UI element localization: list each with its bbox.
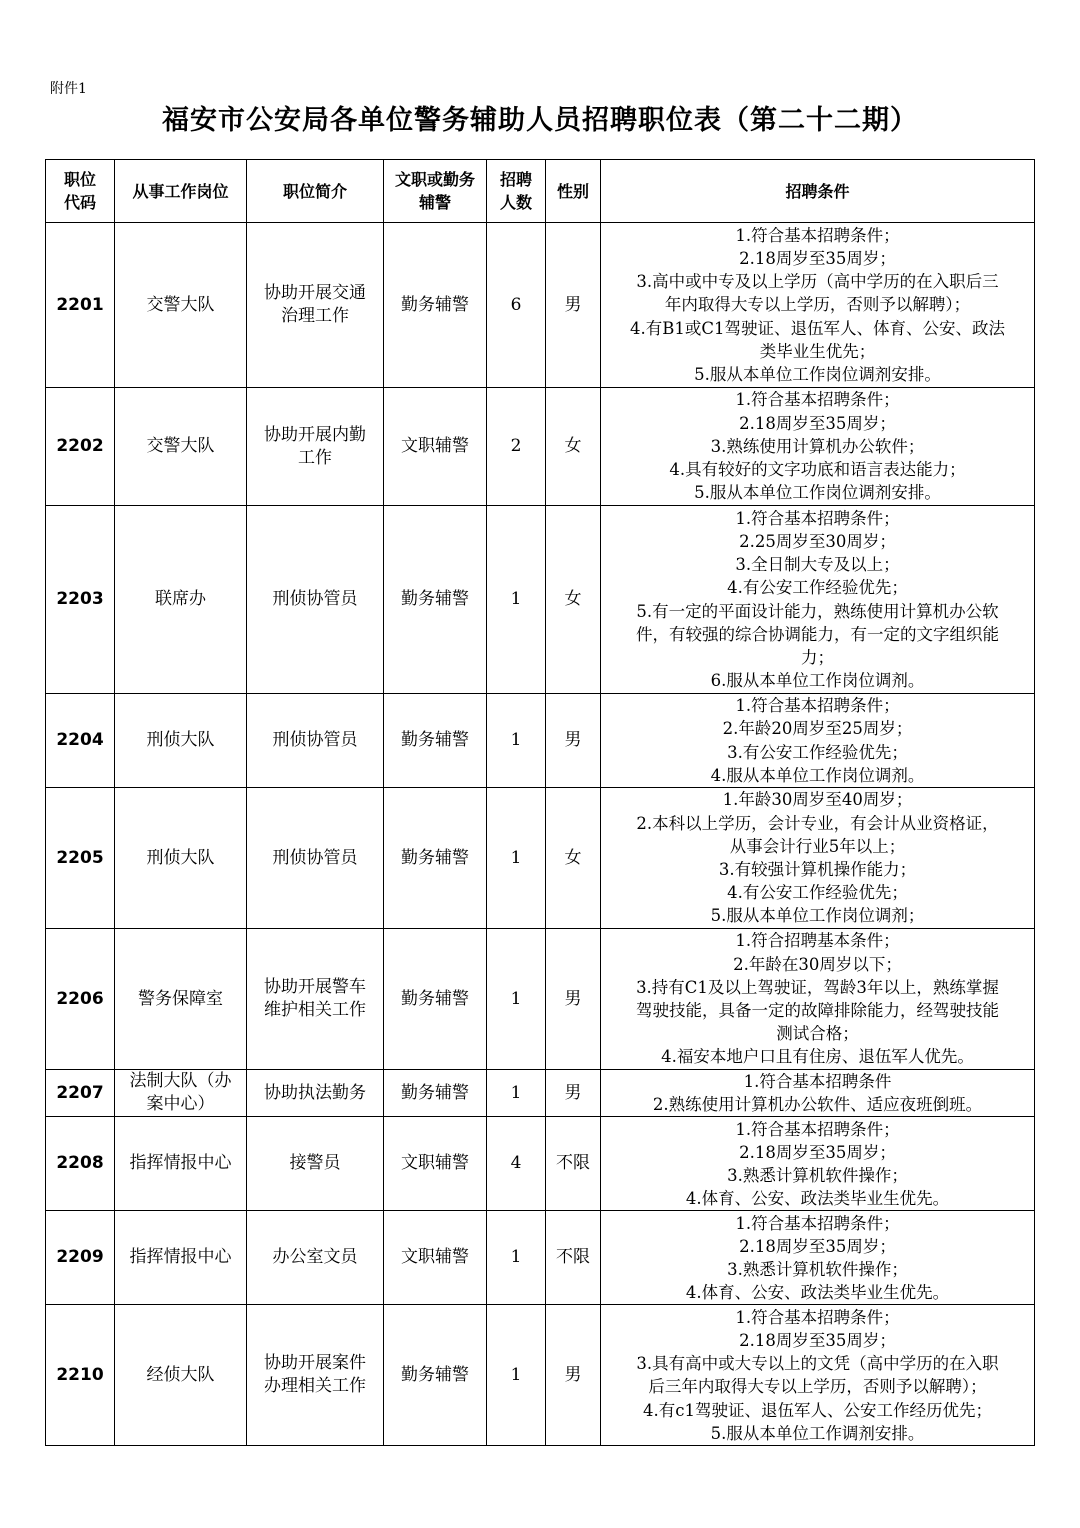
intro-line: 协助执法勤务 xyxy=(264,1082,366,1103)
requirement-line: 1.符合招聘基本条件； xyxy=(735,931,900,951)
requirements-cell xyxy=(601,694,1035,788)
requirement-line: 3.高中或中专及以上学历（高中学历的在入职后三 xyxy=(636,272,999,292)
gender: 不限 xyxy=(546,1117,601,1211)
requirement-line: 5.服从本单位工作岗位调剂安排。 xyxy=(694,483,941,503)
table-row xyxy=(46,506,1035,694)
table-row xyxy=(46,223,1035,388)
position-code: 2208 xyxy=(46,1117,115,1211)
gender: 男 xyxy=(546,223,601,388)
requirement-line: 4.体育、公安、政法类毕业生优先。 xyxy=(685,1189,950,1209)
requirement-line: 1.符合基本招聘条件； xyxy=(735,508,900,528)
intro-line: 协助开展案件 xyxy=(264,1353,366,1374)
position-code: 2207 xyxy=(46,1070,115,1117)
requirements-cell xyxy=(601,1117,1035,1211)
requirement-line: 2.18周岁至35周岁； xyxy=(739,1236,896,1256)
requirement-line: 1.符合基本招聘条件； xyxy=(735,1213,900,1233)
position-code: 2206 xyxy=(46,929,115,1070)
header-type-line: 文职或勤务 xyxy=(394,170,475,189)
header-count-line: 人数 xyxy=(499,193,532,212)
unit-line: 交警大队 xyxy=(146,294,215,315)
header-type-line: 辅警 xyxy=(418,193,451,212)
requirement-line: 1.符合基本招聘条件； xyxy=(735,225,900,245)
requirement-line: 6.服从本单位工作岗位调剂。 xyxy=(710,671,925,691)
requirement-line: 4.体育、公安、政法类毕业生优先。 xyxy=(685,1283,950,1303)
gender: 不限 xyxy=(546,1211,601,1305)
requirement-line: 4.有公安工作经验优先； xyxy=(727,883,908,903)
intro-line: 办理相关工作 xyxy=(264,1376,366,1397)
gender: 女 xyxy=(546,506,601,694)
intro-line: 治理工作 xyxy=(281,306,349,326)
header-code-line: 代码 xyxy=(63,193,96,212)
requirement-line: 2.年龄20周岁至25周岁； xyxy=(722,719,913,739)
requirements-cell xyxy=(601,223,1035,388)
requirement-line: 类毕业生优先； xyxy=(759,341,876,361)
recruit-count: 1 xyxy=(487,1070,546,1117)
intro-cell xyxy=(247,929,384,1070)
auxiliary-type: 勤务辅警 xyxy=(384,1305,487,1446)
requirements-cell xyxy=(601,1305,1035,1446)
unit-cell xyxy=(115,1117,247,1211)
gender: 女 xyxy=(546,388,601,506)
unit-cell xyxy=(115,694,247,788)
position-code: 2203 xyxy=(46,506,115,694)
intro-cell xyxy=(247,1305,384,1446)
requirement-line: 2.熟练使用计算机办公软件、适应夜班倒班。 xyxy=(652,1095,983,1115)
intro-cell xyxy=(247,223,384,388)
requirement-line: 后三年内取得大专以上学历，否则予以解聘）； xyxy=(648,1377,987,1397)
intro-cell xyxy=(247,788,384,929)
requirement-line: 3.熟练使用计算机办公软件； xyxy=(710,436,925,456)
requirement-line: 4.有c1驾驶证、退伍军人、公安工作经历优先； xyxy=(643,1400,992,1420)
requirements-cell xyxy=(601,1070,1035,1117)
requirement-line: 年内取得大专以上学历，否则予以解聘）； xyxy=(664,295,971,315)
header-count xyxy=(487,160,546,223)
header-type xyxy=(384,160,487,223)
auxiliary-type: 文职辅警 xyxy=(384,388,487,506)
requirement-line: 5.服从本单位工作岗位调剂安排。 xyxy=(694,365,941,384)
requirement-line: 1.符合基本招聘条件； xyxy=(735,390,900,410)
recruit-count: 1 xyxy=(487,929,546,1070)
intro-cell xyxy=(247,1211,384,1305)
gender: 男 xyxy=(546,1305,601,1446)
gender: 男 xyxy=(546,929,601,1070)
requirements-cell xyxy=(601,1211,1035,1305)
requirement-line: 3.熟悉计算机软件操作； xyxy=(727,1165,908,1185)
requirement-line: 2.18周岁至35周岁； xyxy=(739,1142,896,1162)
recruit-count: 1 xyxy=(487,1305,546,1446)
unit-line: 指挥情报中心 xyxy=(129,1153,232,1174)
unit-cell xyxy=(115,929,247,1070)
requirement-line: 3.全日制大专及以上； xyxy=(735,555,900,575)
header-count-line: 招聘 xyxy=(499,170,532,189)
requirement-line: 3.有较强计算机操作能力； xyxy=(718,860,917,879)
table-row xyxy=(46,1305,1035,1446)
requirement-line: 3.持有C1及以上驾驶证，驾龄3年以上，熟练掌握 xyxy=(636,977,999,997)
table-row xyxy=(46,1117,1035,1211)
requirement-line: 驾驶技能，具备一定的故障排除能力，经驾驶技能 xyxy=(636,1001,999,1020)
gender: 男 xyxy=(546,694,601,788)
header-unit: 从事工作岗位 xyxy=(115,160,247,223)
recruit-count: 6 xyxy=(487,223,546,388)
unit-line: 刑侦大队 xyxy=(146,847,215,868)
intro-cell xyxy=(247,388,384,506)
recruit-count: 2 xyxy=(487,388,546,506)
position-code: 2210 xyxy=(46,1305,115,1446)
unit-cell xyxy=(115,223,247,388)
requirement-line: 2.18周岁至35周岁； xyxy=(739,1331,896,1350)
auxiliary-type: 勤务辅警 xyxy=(384,223,487,388)
requirement-line: 3.有公安工作经验优先； xyxy=(727,742,908,762)
requirement-line: 力； xyxy=(801,647,834,667)
unit-line: 经侦大队 xyxy=(146,1364,215,1385)
unit-line: 刑侦大队 xyxy=(146,730,215,750)
requirement-line: 3.具有高中或大专以上的文凭（高中学历的在入职 xyxy=(636,1354,999,1374)
position-code: 2209 xyxy=(46,1211,115,1305)
requirement-line: 3.熟悉计算机软件操作； xyxy=(727,1259,908,1279)
requirement-line: 4.具有较好的文字功底和语言表达能力； xyxy=(669,460,966,480)
requirement-line: 从事会计行业5年以上； xyxy=(729,836,906,856)
intro-line: 协助开展交通 xyxy=(264,283,366,303)
position-code: 2205 xyxy=(46,788,115,929)
requirement-line: 4.有公安工作经验优先； xyxy=(727,578,908,598)
header-requirements: 招聘条件 xyxy=(601,160,1035,223)
intro-cell xyxy=(247,1117,384,1211)
requirement-line: 1.符合基本招聘条件； xyxy=(735,696,900,716)
intro-line: 接警员 xyxy=(289,1153,341,1174)
intro-line: 办公室文员 xyxy=(272,1247,358,1268)
recruit-count: 1 xyxy=(487,1211,546,1305)
auxiliary-type: 文职辅警 xyxy=(384,1117,487,1211)
requirement-line: 5.服从本单位工作岗位调剂； xyxy=(710,906,925,926)
gender: 女 xyxy=(546,788,601,929)
intro-line: 工作 xyxy=(298,447,332,468)
header-gender: 性别 xyxy=(546,160,601,223)
requirement-line: 1.符合基本招聘条件； xyxy=(735,1119,900,1139)
attachment-label: 附件1 xyxy=(50,81,87,97)
unit-cell xyxy=(115,388,247,506)
header-row xyxy=(46,160,1035,223)
requirement-line: 1.符合基本招聘条件 xyxy=(743,1072,892,1091)
table-row xyxy=(46,694,1035,788)
auxiliary-type: 勤务辅警 xyxy=(384,929,487,1070)
intro-cell xyxy=(247,506,384,694)
recruit-count: 1 xyxy=(487,788,546,929)
unit-line: 警务保障室 xyxy=(138,988,223,1009)
table-row xyxy=(46,929,1035,1070)
header-intro: 职位简介 xyxy=(247,160,384,223)
position-code: 2201 xyxy=(46,223,115,388)
auxiliary-type: 勤务辅警 xyxy=(384,694,487,788)
table-row xyxy=(46,788,1035,929)
requirement-line: 4.有B1或C1驾驶证、退伍军人、体育、公安、政法 xyxy=(630,318,1005,338)
requirement-line: 2.25周岁至30周岁； xyxy=(739,531,896,551)
intro-line: 维护相关工作 xyxy=(264,1000,366,1020)
intro-cell xyxy=(247,694,384,788)
requirement-line: 4.福安本地户口且有住房、退伍军人优先。 xyxy=(661,1047,974,1067)
unit-cell xyxy=(115,1211,247,1305)
requirement-line: 5.服从本单位工作调剂安排。 xyxy=(710,1423,925,1443)
intro-line: 刑侦协管员 xyxy=(272,847,358,868)
table-body xyxy=(46,223,1035,1446)
requirement-line: 2.本科以上学历，会计专业，有会计从业资格证， xyxy=(636,813,999,833)
requirement-line: 2.18周岁至35周岁； xyxy=(739,248,896,268)
unit-line: 法制大队（办 xyxy=(129,1071,232,1092)
requirement-line: 件，有较强的综合协调能力，有一定的文字组织能 xyxy=(636,624,999,644)
requirements-cell xyxy=(601,788,1035,929)
table-row xyxy=(46,1211,1035,1305)
requirements-cell xyxy=(601,929,1035,1070)
auxiliary-type: 文职辅警 xyxy=(384,1211,487,1305)
recruit-count: 1 xyxy=(487,694,546,788)
unit-line: 联席办 xyxy=(155,589,206,609)
auxiliary-type: 勤务辅警 xyxy=(384,1070,487,1117)
requirement-line: 2.年龄在30周岁以下； xyxy=(733,954,902,974)
intro-line: 协助开展警车 xyxy=(264,977,366,997)
unit-cell xyxy=(115,1070,247,1117)
requirement-line: 2.18周岁至35周岁； xyxy=(739,413,896,433)
requirements-cell xyxy=(601,388,1035,506)
position-code: 2204 xyxy=(46,694,115,788)
requirement-line: 5.有一定的平面设计能力，熟练使用计算机办公软 xyxy=(636,601,999,621)
auxiliary-type: 勤务辅警 xyxy=(384,788,487,929)
unit-cell xyxy=(115,788,247,929)
intro-line: 刑侦协管员 xyxy=(272,589,358,609)
requirement-line: 4.服从本单位工作岗位调剂。 xyxy=(710,765,925,785)
requirement-line: 1.符合基本招聘条件； xyxy=(735,1307,900,1327)
auxiliary-type: 勤务辅警 xyxy=(384,506,487,694)
gender: 男 xyxy=(546,1070,601,1117)
intro-line: 协助开展内勤 xyxy=(264,424,366,445)
recruit-count: 4 xyxy=(487,1117,546,1211)
unit-line: 案中心） xyxy=(146,1094,215,1115)
table-row xyxy=(46,1070,1035,1117)
unit-cell xyxy=(115,1305,247,1446)
requirement-line: 1.年龄30周岁至40周岁； xyxy=(722,790,913,810)
intro-line: 刑侦协管员 xyxy=(272,730,358,750)
recruit-count: 1 xyxy=(487,506,546,694)
table-row xyxy=(46,388,1035,506)
positions-table xyxy=(45,159,1035,1446)
header-code-line: 职位 xyxy=(63,170,96,189)
page-title: 福安市公安局各单位警务辅助人员招聘职位表（第二十二期） xyxy=(162,105,918,136)
unit-cell xyxy=(115,506,247,694)
unit-line: 交警大队 xyxy=(146,436,215,456)
unit-line: 指挥情报中心 xyxy=(129,1247,232,1268)
requirement-line: 测试合格； xyxy=(776,1024,859,1044)
intro-cell xyxy=(247,1070,384,1117)
position-code: 2202 xyxy=(46,388,115,506)
header-code xyxy=(46,160,115,223)
requirements-cell xyxy=(601,506,1035,694)
